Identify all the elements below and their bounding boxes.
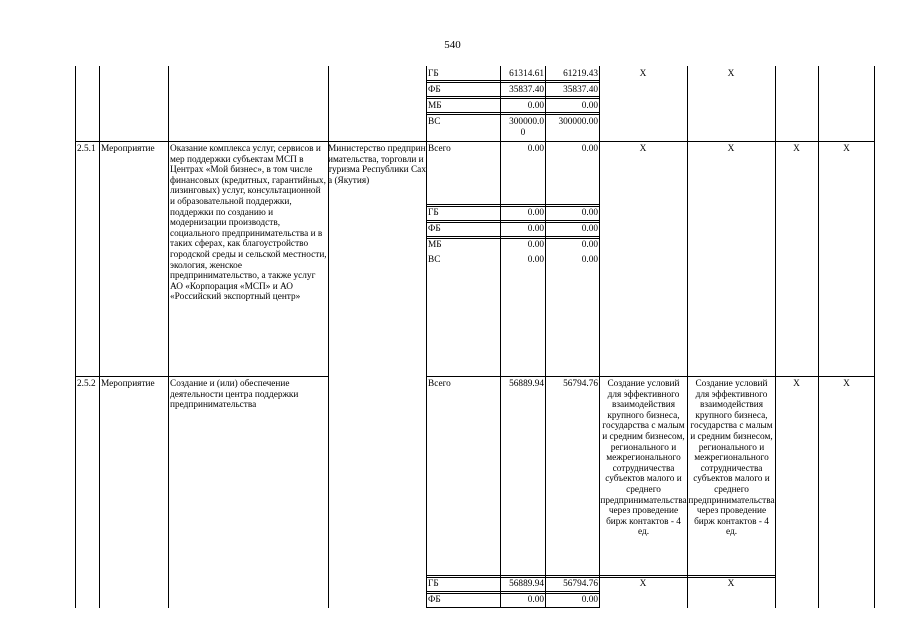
grid-line — [500, 66, 501, 608]
table-border-right — [874, 66, 875, 608]
planned-value: 35837.40 — [509, 85, 544, 95]
planned-value: 0.00 — [527, 240, 544, 250]
result-x: Х — [639, 579, 647, 589]
planned-value: 61314.61 — [509, 69, 544, 79]
grid-line — [168, 66, 169, 608]
source-cell: ФБ — [428, 595, 441, 605]
actual-value: 56794.76 — [563, 579, 598, 589]
activity-name: Оказание комплекса услуг, сервисов и мер поддержки субъектам МСП в Центрах «Мой бизнес», в том числе финансовых (кредитных, гарантийных, лизинговых) услуг, консультационной и образовательной поддержки, поддержки по созданию и модернизации производств, социального предпринимательства и в таких сферах, как благоустройство городской среды и сельской местности, экология, женское предпринимательство, а также услуг АО «Корпорация «МСП» и АО «Российский экспортный центр» — [170, 144, 327, 303]
grid-line — [426, 593, 600, 594]
source-cell: ГБ — [428, 208, 439, 218]
grid-line — [426, 577, 775, 578]
row-code: 2.5.2 — [77, 379, 96, 389]
row-separator — [75, 141, 875, 142]
source-cell: ГБ — [428, 579, 439, 589]
source-cell: ФБ — [428, 224, 441, 234]
planned-value: 0.00 — [527, 595, 544, 605]
grid-line — [426, 575, 775, 576]
result-x: Х — [843, 379, 850, 389]
source-cell: МБ — [428, 240, 442, 250]
actual-value: 35837.40 — [563, 85, 598, 95]
result-x: Х — [793, 144, 800, 154]
grid-line — [426, 206, 600, 207]
planned-value: 0.00 — [527, 208, 544, 218]
achieved-result: Создание условий для эффективного взаимодействия крупного бизнеса, государства с малым и средним бизнесом, регионального и межрегионального сотрудничества субъектов малого и среднего предпринимательства через проведение бирж контактов - 4 ед. — [688, 379, 775, 538]
grid-line — [426, 96, 600, 97]
planned-value: 300000.0 — [509, 117, 544, 127]
planned-value: 0.00 — [527, 144, 544, 154]
executor: Министерство предпринимательства, торговли и туризма Республики Саха (Якутия) — [328, 144, 426, 186]
grid-line — [545, 66, 546, 608]
source-cell: ФБ — [428, 85, 441, 95]
row-code: 2.5.1 — [77, 144, 96, 154]
planned-value: 0.00 — [527, 101, 544, 111]
source-cell: МБ — [428, 101, 442, 111]
result-x: Х — [727, 69, 735, 79]
table-border-left — [75, 66, 76, 608]
result-x: Х — [639, 144, 647, 154]
grid-line — [426, 112, 600, 113]
planned-value: 56889.94 — [509, 379, 544, 389]
planned-value: 0 — [520, 128, 526, 138]
actual-value: 0.00 — [581, 255, 598, 265]
row-type: Мероприятие — [101, 379, 155, 389]
grid-line — [426, 80, 600, 81]
result-x: Х — [639, 69, 647, 79]
source-cell: ВС — [428, 117, 441, 127]
actual-value: 0.00 — [581, 240, 598, 250]
actual-value: 0.00 — [581, 595, 598, 605]
grid-line — [426, 220, 600, 221]
grid-line — [426, 204, 600, 205]
grid-line — [426, 222, 600, 223]
actual-value: 0.00 — [581, 224, 598, 234]
grid-line — [426, 114, 600, 115]
row-separator — [75, 376, 328, 377]
planned-value: 0.00 — [527, 255, 544, 265]
row-separator — [426, 376, 875, 377]
page-number: 540 — [444, 39, 461, 51]
grid-line — [426, 236, 600, 237]
grid-line — [426, 238, 600, 239]
planned-value: 0.00 — [527, 224, 544, 234]
result-x: Х — [793, 379, 800, 389]
source-cell: ГБ — [428, 69, 439, 79]
grid-line — [99, 66, 100, 608]
source-cell: ВС — [428, 255, 441, 265]
grid-line — [426, 607, 600, 608]
grid-line — [426, 98, 600, 99]
result-x: Х — [727, 579, 735, 589]
actual-value: 56794.76 — [563, 379, 598, 389]
source-cell: Всего — [428, 379, 451, 389]
source-cell: Всего — [428, 144, 451, 154]
planned-value: 56889.94 — [509, 579, 544, 589]
result-x: Х — [843, 144, 850, 154]
actual-value: 0.00 — [581, 208, 598, 218]
actual-value: 0.00 — [581, 144, 598, 154]
program-table — [75, 66, 875, 608]
row-type: Мероприятие — [101, 144, 155, 154]
expected-result: Создание условий для эффективного взаимодействия крупного бизнеса, государства с малым и средним бизнесом, регионального и межрегионального сотрудничества субъектов малого и среднего предпринимательства через проведение бирж контактов - 4 ед. — [600, 379, 687, 538]
grid-line — [426, 591, 600, 592]
activity-name: Создание и (или) обеспечение деятельности центра поддержки предпринимательства — [170, 379, 299, 411]
actual-value: 300000.00 — [558, 117, 598, 127]
actual-value: 0.00 — [581, 101, 598, 111]
actual-value: 61219.43 — [563, 69, 598, 79]
grid-line — [426, 82, 600, 83]
grid-line — [426, 66, 427, 608]
result-x: Х — [727, 144, 735, 154]
